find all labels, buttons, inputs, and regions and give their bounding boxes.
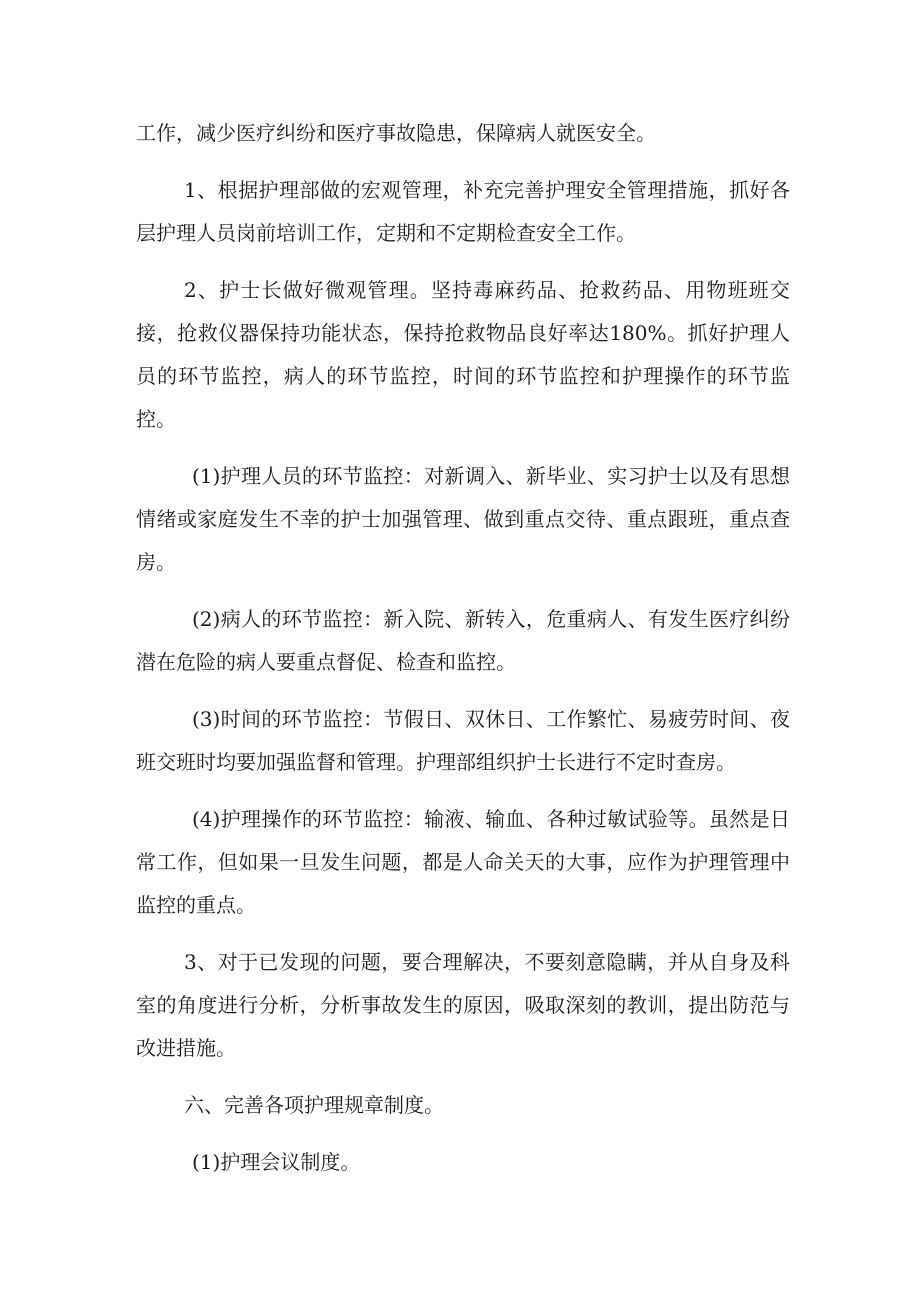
paragraph-continuation: 工作，减少医疗纠纷和医疗事故隐患，保障病人就医安全。: [136, 121, 656, 145]
paragraph-subitem-1: (1)护理人员的环节监控：对新调入、新毕业、实习护士以及有思想情绪或家庭发生不幸的护士加强管理、做到重点交待、重点跟班，重点查房。: [136, 464, 790, 574]
paragraph-item-2: 2、护士长做好微观管理。坚持毒麻药品、抢救药品、用物班班交接，抢救仪器保持功能状态，保持抢救物品良好率达180%。抓好护理人员的环节监控，病人的环节监控，时间的环节监控和护理操作的环节监控。: [136, 278, 790, 431]
paragraph-subitem-3: (3)时间的环节监控：节假日、双休日、工作繁忙、易疲劳时间、夜班交班时均要加强监督和管理。护理部组织护士长进行不定时查房。: [136, 707, 790, 774]
section-heading-six: 六、完善各项护理规章制度。: [184, 1093, 444, 1117]
paragraph-item-1: 1、根据护理部做的宏观管理，补充完善护理安全管理措施，抓好各层护理人员岗前培训工作，定期和不定期检查安全工作。: [136, 178, 790, 245]
document-body: [136, 112, 790, 1198]
paragraph-subitem-2: (2)病人的环节监控：新入院、新转入，危重病人、有发生医疗纠纷潜在危险的病人要重点督促、检查和监控。: [136, 607, 790, 674]
paragraph-subitem-4: (4)护理操作的环节监控：输液、输血、各种过敏试验等。虽然是日常工作，但如果一旦发生问题，都是人命关天的大事，应作为护理管理中监控的重点。: [136, 807, 790, 917]
paragraph-item-3: 3、对于已发现的问题，要合理解决，不要刻意隐瞒，并从自身及科室的角度进行分析，分析事故发生的原因，吸取深刻的教训，提出防范与改进措施。: [136, 950, 790, 1060]
paragraph-rule-1: (1)护理会议制度。: [192, 1150, 361, 1174]
